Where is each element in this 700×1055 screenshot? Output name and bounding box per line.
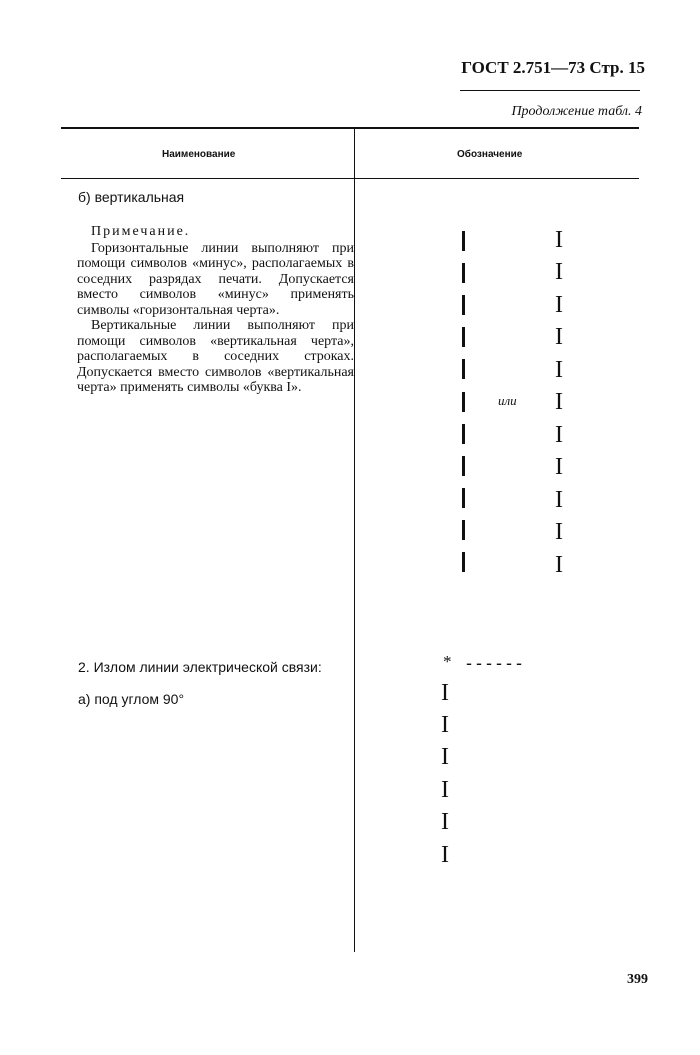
letter-i-symbol: I [441,744,449,770]
table-continuation-label: Продолжение табл. 4 [511,104,642,119]
vertical-bar-symbol [462,488,465,508]
letter-i-symbol: I [555,227,563,253]
note-title: Примечание. [91,224,191,239]
row-label-item-2: 2. Излом линии электрической связи: [78,659,322,675]
letter-i-symbol: I [555,519,563,545]
vertical-bar-symbol [462,392,465,412]
standard-header: ГОСТ 2.751—73 Стр. 15 [461,58,645,77]
letter-i-symbol: I [555,292,563,318]
table-top-rule [61,127,639,129]
note-paragraph-1: Горизонтальные линии выполняют при помощи символов «минус», располагаемых в соседних разрядах печати. Допускается вместо символов «минус» применять символы «горизонтальная черта». [77,240,354,318]
vertical-bar-symbol [462,552,465,572]
letter-i-symbol: I [441,842,449,868]
letter-i-symbol: I [555,357,563,383]
header-underline [460,90,640,91]
vertical-bar-symbol [462,424,465,444]
letter-i-symbol: I [555,324,563,350]
vertical-bar-symbol [462,263,465,283]
letter-i-symbol: I [555,487,563,513]
letter-i-symbol: I [441,712,449,738]
column-header-symbol: Обозначение [457,149,523,160]
letter-i-symbol: I [441,777,449,803]
letter-i-symbol: I [441,680,449,706]
or-separator: или [498,393,517,408]
letter-i-symbol: I [555,389,563,415]
table-column-divider [354,128,355,952]
table-header-rule [61,178,639,179]
vertical-bar-symbol [462,231,465,251]
letter-i-symbol: I [555,454,563,480]
corner-star-symbol: * [443,652,452,671]
vertical-bar-symbol [462,520,465,540]
vertical-bar-symbol [462,456,465,476]
vertical-bar-symbol [462,327,465,347]
letter-i-symbol: I [441,809,449,835]
letter-i-symbol: I [555,552,563,578]
vertical-bar-symbol [462,295,465,315]
vertical-bar-symbol [462,359,465,379]
row-label-item-2a: а) под углом 90° [78,691,185,707]
note-block [77,224,354,396]
letter-i-symbol: I [555,259,563,285]
column-header-name: Наименование [162,149,236,160]
horizontal-dash-symbols: ------ [466,653,526,673]
note-paragraph-2: Вертикальные линии выполняют при помощи символов «вертикальная черта», располагаемых в соседних строках. Допускается вместо символов «вертикальная черта» применять символы «буква I». [77,318,354,395]
row-label-vertical: б) вертикальная [78,189,185,205]
page-number: 399 [627,972,648,987]
letter-i-symbol: I [555,422,563,448]
